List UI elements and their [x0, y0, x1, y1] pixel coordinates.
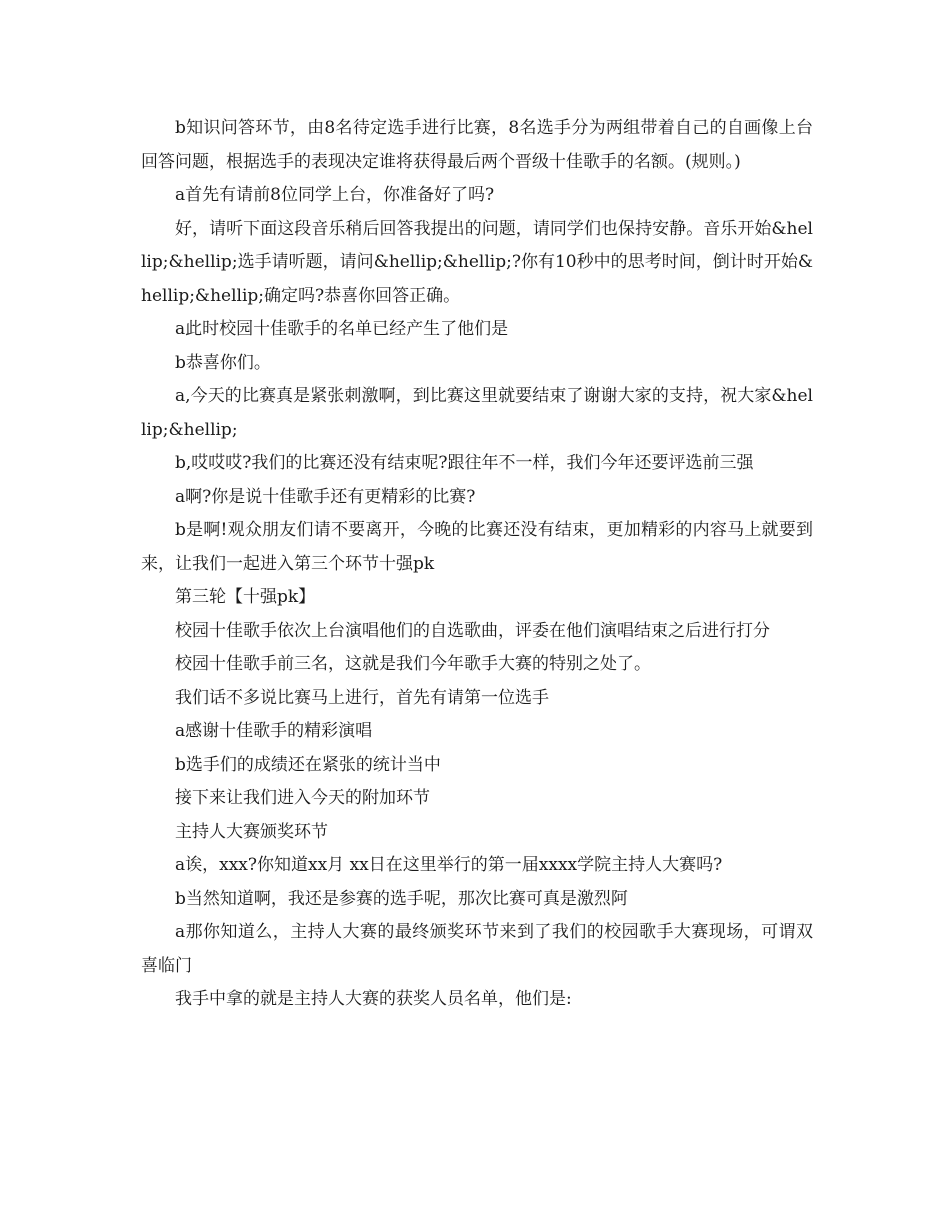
- paragraph: a感谢十佳歌手的精彩演唱: [175, 721, 373, 741]
- paragraph: 校园十佳歌手前三名，这就是我们今年歌手大赛的特别之处了。: [175, 654, 651, 674]
- paragraph: 好，请听下面这段音乐稍后回答我提出的问题，请同学们也保持安静。音乐开始&hellip;&hellip;选手请听题，请问&hellip;&hellip;?你有10秒中的思考时间，倒计时开始&hellip;&hellip;确定吗?恭喜你回答正确。: [141, 218, 813, 306]
- paragraph: b当然知道啊，我还是参赛的选手呢，那次比赛可真是激烈阿: [175, 888, 628, 909]
- paragraph: a首先有请前8位同学上台，你准备好了吗?: [175, 185, 495, 205]
- paragraph: a此时校园十佳歌手的名单已经产生了他们是: [175, 319, 509, 339]
- paragraph: b是啊!观众朋友们请不要离开，今晚的比赛还没有结束，更加精彩的内容马上就要到来，让我们一起进入第三个环节十强pk: [141, 520, 813, 574]
- paragraph: 我们话不多说比赛马上进行，首先有请第一位选手: [175, 687, 549, 708]
- paragraph: 接下来让我们进入今天的附加环节: [175, 788, 430, 808]
- paragraph: 校园十佳歌手依次上台演唱他们的自选歌曲，评委在他们演唱结束之后进行打分: [175, 620, 770, 641]
- section-heading: 第三轮【十强pk】: [175, 587, 316, 607]
- paragraph: a,今天的比赛真是紧张刺激啊，到比赛这里就要结束了谢谢大家的支持，祝大家&hellip;&hellip;: [141, 386, 813, 440]
- paragraph: a那你知道么，主持人大赛的最终颁奖环节来到了我们的校园歌手大赛现场，可谓双喜临门: [141, 922, 813, 976]
- paragraph: 主持人大赛颁奖环节: [175, 821, 328, 842]
- paragraph: b选手们的成绩还在紧张的统计当中: [175, 754, 441, 775]
- document-body: [141, 112, 813, 1017]
- paragraph: b,哎哎哎?我们的比赛还没有结束呢?跟往年不一样，我们今年还要评选前三强: [175, 453, 754, 473]
- paragraph: a啊?你是说十佳歌手还有更精彩的比赛?: [175, 486, 476, 507]
- paragraph: 我手中拿的就是主持人大赛的获奖人员名单，他们是:: [175, 989, 572, 1009]
- paragraph: b恭喜你们。: [175, 352, 271, 373]
- paragraph: a诶，xxx?你知道xx月 xx日在这里举行的第一届xxxx学院主持人大赛吗?: [175, 855, 723, 875]
- paragraph: b知识问答环节，由8名待定选手进行比赛，8名选手分为两组带着自己的自画像上台回答问题，根据选手的表现决定谁将获得最后两个晋级十佳歌手的名额。(规则。): [141, 118, 813, 172]
